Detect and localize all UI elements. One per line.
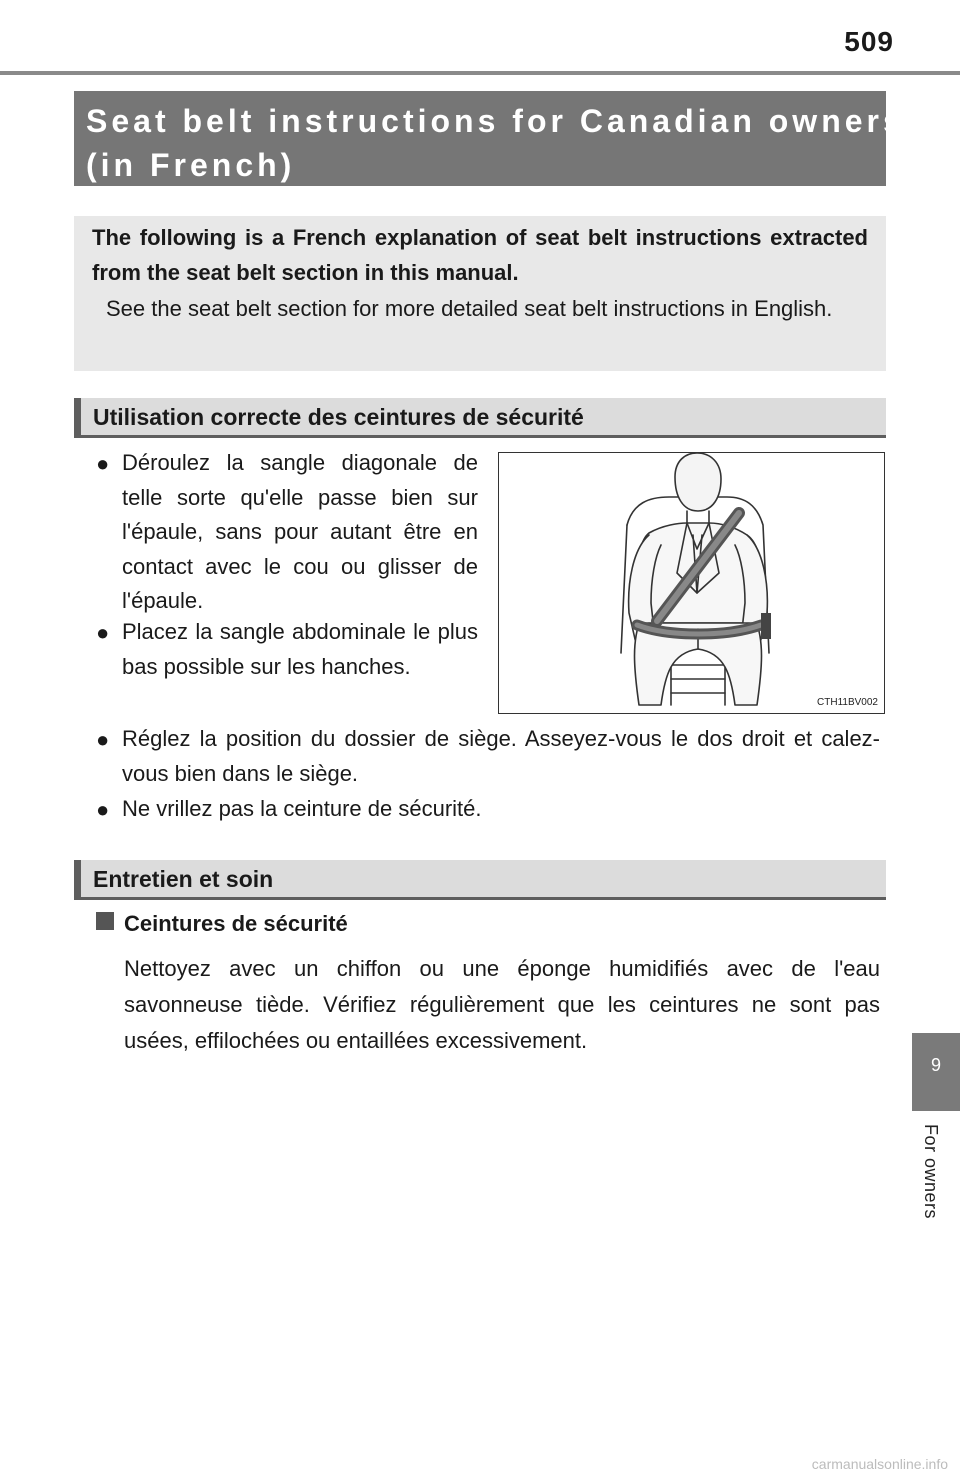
seated-person-seatbelt-icon	[499, 453, 884, 713]
title-banner	[74, 91, 905, 186]
bullet-item: Placez la sangle abdominale le plus bas possible sur les hanches.	[122, 619, 478, 679]
bullet-item: Ne vrillez pas la ceinture de sécurité.	[122, 796, 482, 821]
page-number: 509	[844, 26, 894, 57]
illustration-code: CTH11BV002	[817, 697, 878, 708]
watermark: carmanualsonline.info	[811, 1456, 948, 1472]
section-header-label: Entretien et soin	[93, 866, 274, 892]
bullet-icon: ●	[96, 451, 110, 476]
page-title-line1: Seat belt instructions for Canadian owners	[86, 103, 905, 139]
chapter-tab	[912, 1033, 960, 1111]
section-header-utilisation	[74, 398, 886, 438]
chapter-number: 9	[930, 1055, 941, 1075]
subsection-paragraph: Nettoyez avec un chiffon ou une éponge humidifiés avec de l'eau savonneuse tiède. Vérifiez régulièrement que les ceintures ne sont pas usées, effilochées ou entaillées excessivement.	[124, 956, 880, 1053]
page-title-line2: (in French)	[86, 147, 296, 183]
square-bullet-icon	[96, 912, 114, 930]
intro-bold-text: The following is a French explanation of seat belt instructions extracted from the seat belt section in this manual.	[92, 225, 868, 285]
seatbelt-illustration	[498, 452, 885, 714]
bullet-icon: ●	[96, 620, 110, 645]
section-header-entretien	[74, 860, 886, 900]
bullet-icon: ●	[96, 797, 110, 822]
bullet-item: Réglez la position du dossier de siège. Asseyez-vous le dos droit et calez-vous bien dans le siège.	[122, 726, 880, 786]
intro-box	[74, 216, 886, 371]
bullet-icon: ●	[96, 727, 110, 752]
chapter-label: For owners	[921, 1124, 941, 1220]
bullet-item: Déroulez la sangle diagonale de telle sorte qu'elle passe bien sur l'épaule, sans pour autant être en contact avec le cou ou glisser de l'épaule.	[122, 450, 478, 613]
subsection-heading: Ceintures de sécurité	[124, 911, 348, 936]
section-header-label: Utilisation correcte des ceintures de sécurité	[93, 404, 584, 430]
top-divider	[0, 71, 960, 75]
intro-normal-text: See the seat belt section for more detailed seat belt instructions in English.	[106, 296, 833, 321]
